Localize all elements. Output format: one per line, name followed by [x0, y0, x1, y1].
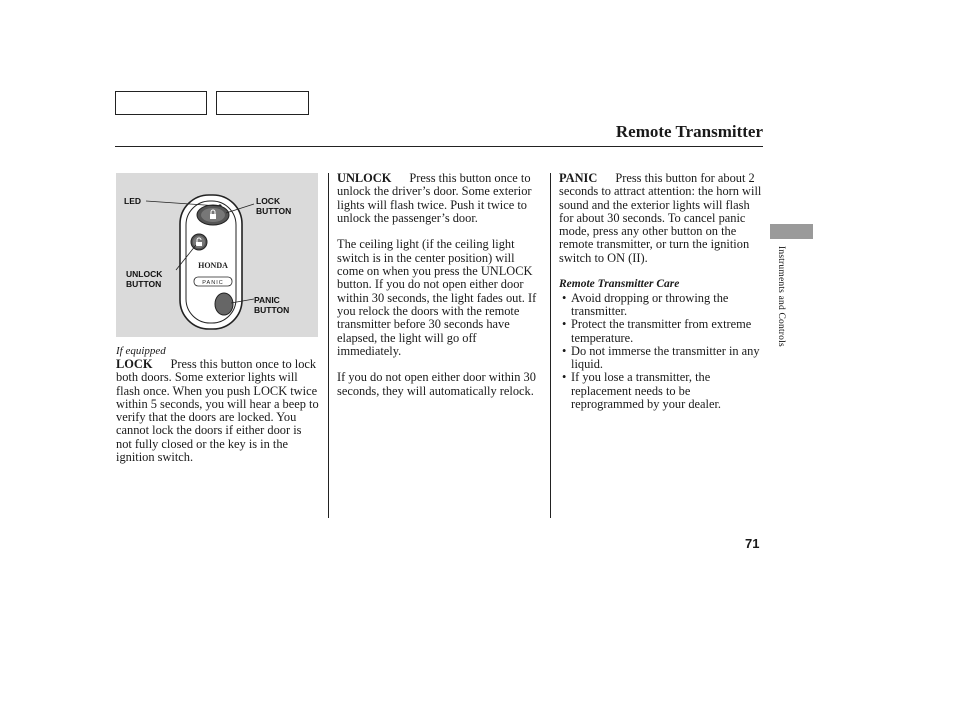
care-item-3: • Do not immerse the transmitter in any liquid.	[559, 345, 763, 372]
section-tab[interactable]	[770, 224, 813, 239]
page-number: 71	[745, 536, 760, 551]
column-unlock	[337, 172, 541, 398]
nav-button-2[interactable]	[216, 91, 309, 115]
remote-transmitter-figure	[116, 173, 318, 337]
panic-button-label: PANIC BUTTON	[254, 295, 290, 315]
care-item-2: • Protect the transmitter from extreme temperature.	[559, 318, 763, 345]
panic-paragraph	[559, 172, 763, 265]
lock-button-illustration	[197, 205, 229, 225]
care-item-1: • Avoid dropping or throwing the transmitter.	[559, 292, 763, 319]
relock-paragraph: If you do not open either door within 30 seconds, they will automatically relock.	[337, 370, 536, 398]
figure-caption: If equipped	[116, 345, 166, 357]
panic-keyword: PANIC	[559, 171, 598, 185]
unlock-button-illustration	[191, 234, 207, 250]
unlock-paragraph	[337, 172, 541, 225]
unlock-keyword: UNLOCK	[337, 171, 392, 185]
lock-paragraph	[116, 358, 320, 464]
unlock-button-label: UNLOCK BUTTON	[126, 269, 163, 289]
care-list	[559, 292, 763, 412]
panic-text: Press this button for about 2 seconds to attract attention: the horn will sound and the exterior lights will flash for about 30 seconds. To cancel panic mode, press any other button on the remote transmitter, or turn the ignition switch to ON (II).	[559, 171, 762, 265]
header-rule	[115, 146, 763, 147]
unlock-text: Press this button once to unlock the driver’s door. Some exterior lights will flash twice. Push it twice to unlock the passenger’s door.	[337, 171, 532, 225]
care-heading: Remote Transmitter Care	[559, 278, 680, 291]
panic-key-text: PANIC	[202, 280, 224, 286]
lock-keyword: LOCK	[116, 357, 153, 371]
column-divider-2	[550, 173, 551, 518]
page-title: Remote Transmitter	[615, 122, 763, 141]
column-divider-1	[328, 173, 329, 518]
column-panic	[559, 172, 763, 411]
ceiling-light-paragraph: The ceiling light (if the ceiling light switch is in the center position) will come on when you press the UNLOCK button. If you do not open either door within 30 seconds, the light fades out. If you relock the doors with the remote transmitter before 30 seconds have elapsed, the light will go off immediately.	[337, 237, 537, 358]
lock-button-label: LOCK BUTTON	[256, 196, 292, 216]
led-label: LED	[124, 196, 141, 206]
section-tab-label: Instruments and Controls	[776, 246, 786, 347]
lock-text: Press this button once to lock both doors. Some exterior lights will flash once. When you push LOCK twice within 5 seconds, you will hear a beep to verify that the doors are locked. You cannot lock the doors if either door is not fully closed or the key is in the ignition switch.	[116, 357, 319, 465]
column-lock	[116, 345, 320, 464]
care-item-4: • If you lose a transmitter, the replacement needs to be reprogrammed by your dealer.	[559, 371, 763, 411]
nav-button-1[interactable]	[115, 91, 207, 115]
brand-logo: HONDA	[198, 261, 228, 270]
panic-button-illustration	[215, 293, 233, 315]
